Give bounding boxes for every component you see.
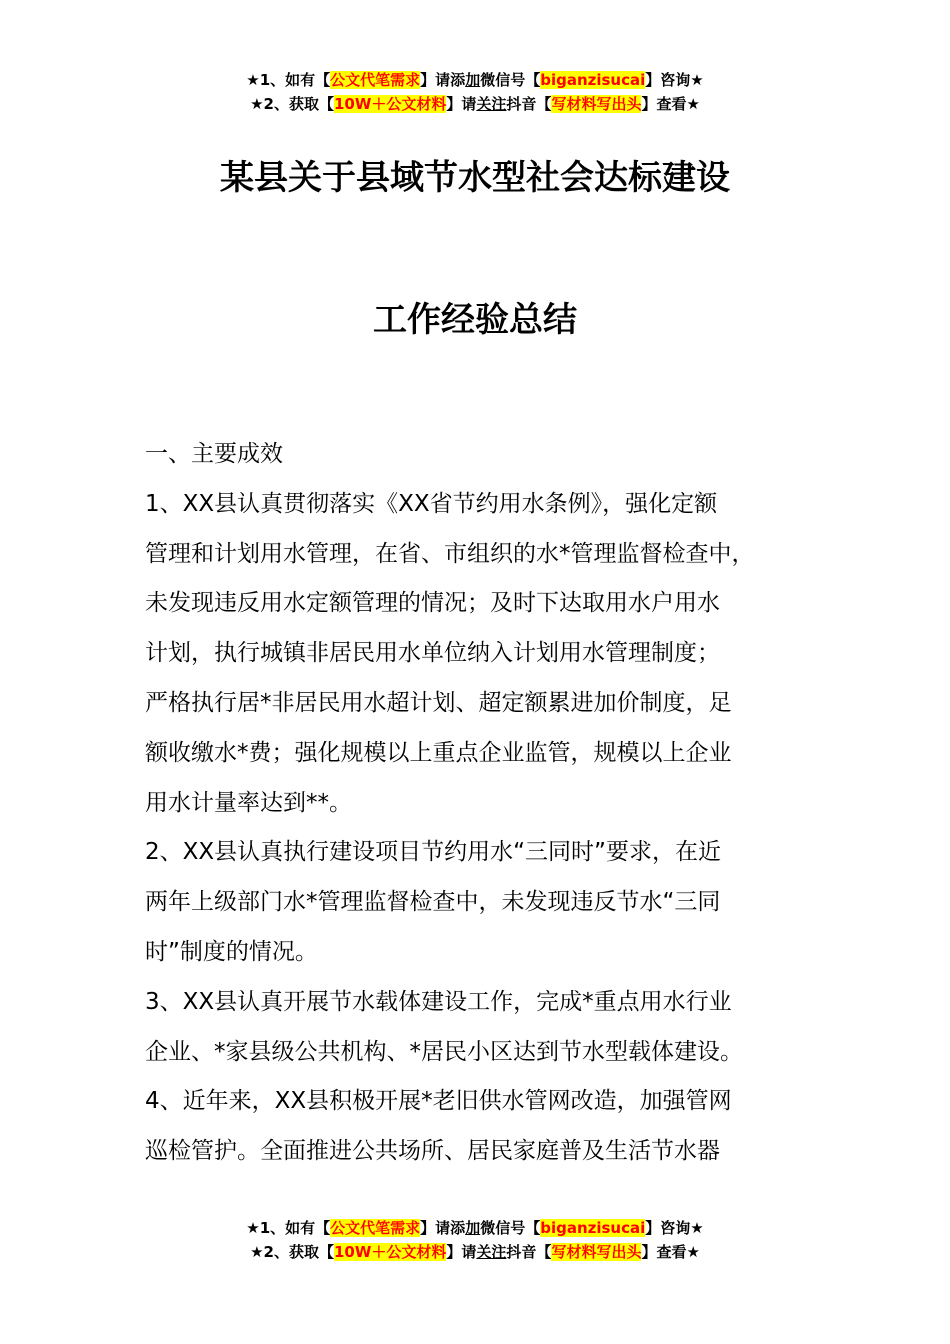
banner-text: ★1、如有【 [246, 1219, 331, 1237]
body-line: 1、XX县认真贯彻落实《XX省节约用水条例》，强化定额 [145, 490, 718, 517]
highlight-service: 公文代笔需求 [330, 71, 421, 89]
banner-text: 微信号【 [480, 1219, 541, 1237]
banner-text: 】咨询★ [645, 1219, 704, 1237]
banner-line-2 [0, 1240, 950, 1264]
highlight-wechat-id: biganzisucai [540, 1219, 646, 1237]
highlight-materials: 10W＋公文材料 [333, 1243, 447, 1261]
banner-text: ★2、获取【 [250, 1243, 334, 1261]
body-line: 4、近年来，XX县积极开展*老旧供水管网改造，加强管网 [145, 1088, 732, 1115]
banner-text: 】请添 [420, 1219, 466, 1237]
document-body [145, 430, 835, 1177]
banner-text: 】请 [446, 1243, 477, 1261]
banner-text: 】请添 [420, 71, 466, 89]
body-line: 额收缴水*费；强化规模以上重点企业监管，规模以上企业 [145, 739, 732, 766]
highlight-douyin-account: 写材料写出头 [551, 1243, 642, 1261]
banner-underline: 关注 [476, 1243, 507, 1261]
banner-line-1 [0, 1216, 950, 1240]
banner-text: 】查看★ [641, 1243, 700, 1261]
highlight-materials: 10W＋公文材料 [333, 95, 447, 113]
banner-text: ★2、获取【 [250, 95, 334, 113]
body-line: 用水计量率达到**。 [145, 789, 352, 816]
body-line: 严格执行居*非居民用水超计划、超定额累进加价制度，足 [145, 689, 732, 716]
body-line: 巡检管护。全面推进公共场所、居民家庭普及生活节水器 [145, 1138, 720, 1165]
banner-underline: 关注 [476, 95, 507, 113]
banner-line-2 [0, 92, 950, 116]
banner-line-1 [0, 68, 950, 92]
highlight-douyin-account: 写材料写出头 [551, 95, 642, 113]
document-title-line-1: 某县关于县域节水型社会达标建设 [220, 158, 730, 198]
highlight-service: 公文代笔需求 [330, 1219, 421, 1237]
body-line: 两年上级部门水*管理监督检查中，未发现违反节水“三同 [145, 889, 721, 916]
body-line: 企业、*家县级公共机构、*居民小区达到节水型载体建设。 [145, 1038, 743, 1065]
banner-text: 微信号【 [480, 71, 541, 89]
banner-text: 】咨询★ [645, 71, 704, 89]
body-line: 2、XX县认真执行建设项目节约用水“三同时”要求，在近 [145, 839, 721, 866]
promo-banner-top [0, 68, 950, 116]
banner-underline: 加 [465, 1219, 481, 1237]
body-line: 3、XX县认真开展节水载体建设工作，完成*重点用水行业 [145, 988, 732, 1015]
banner-text: 抖音【 [506, 95, 552, 113]
banner-text: 】查看★ [641, 95, 700, 113]
banner-text: 】请 [446, 95, 477, 113]
body-line: 时”制度的情况。 [145, 938, 318, 965]
banner-text: ★1、如有【 [246, 71, 331, 89]
document-title-line-2: 工作经验总结 [373, 300, 577, 340]
body-line: 未发现违反用水定额管理的情况；及时下达取用水户用水 [145, 590, 720, 617]
banner-text: 抖音【 [506, 1243, 552, 1261]
body-line: 管理和计划用水管理，在省、市组织的水*管理监督检查中， [145, 540, 755, 567]
promo-banner-bottom [0, 1216, 950, 1264]
banner-underline: 加 [465, 71, 481, 89]
section-heading: 一、主要成效 [145, 441, 283, 467]
highlight-wechat-id: biganzisucai [540, 71, 646, 89]
body-line: 计划，执行城镇非居民用水单位纳入计划用水管理制度； [145, 640, 720, 667]
